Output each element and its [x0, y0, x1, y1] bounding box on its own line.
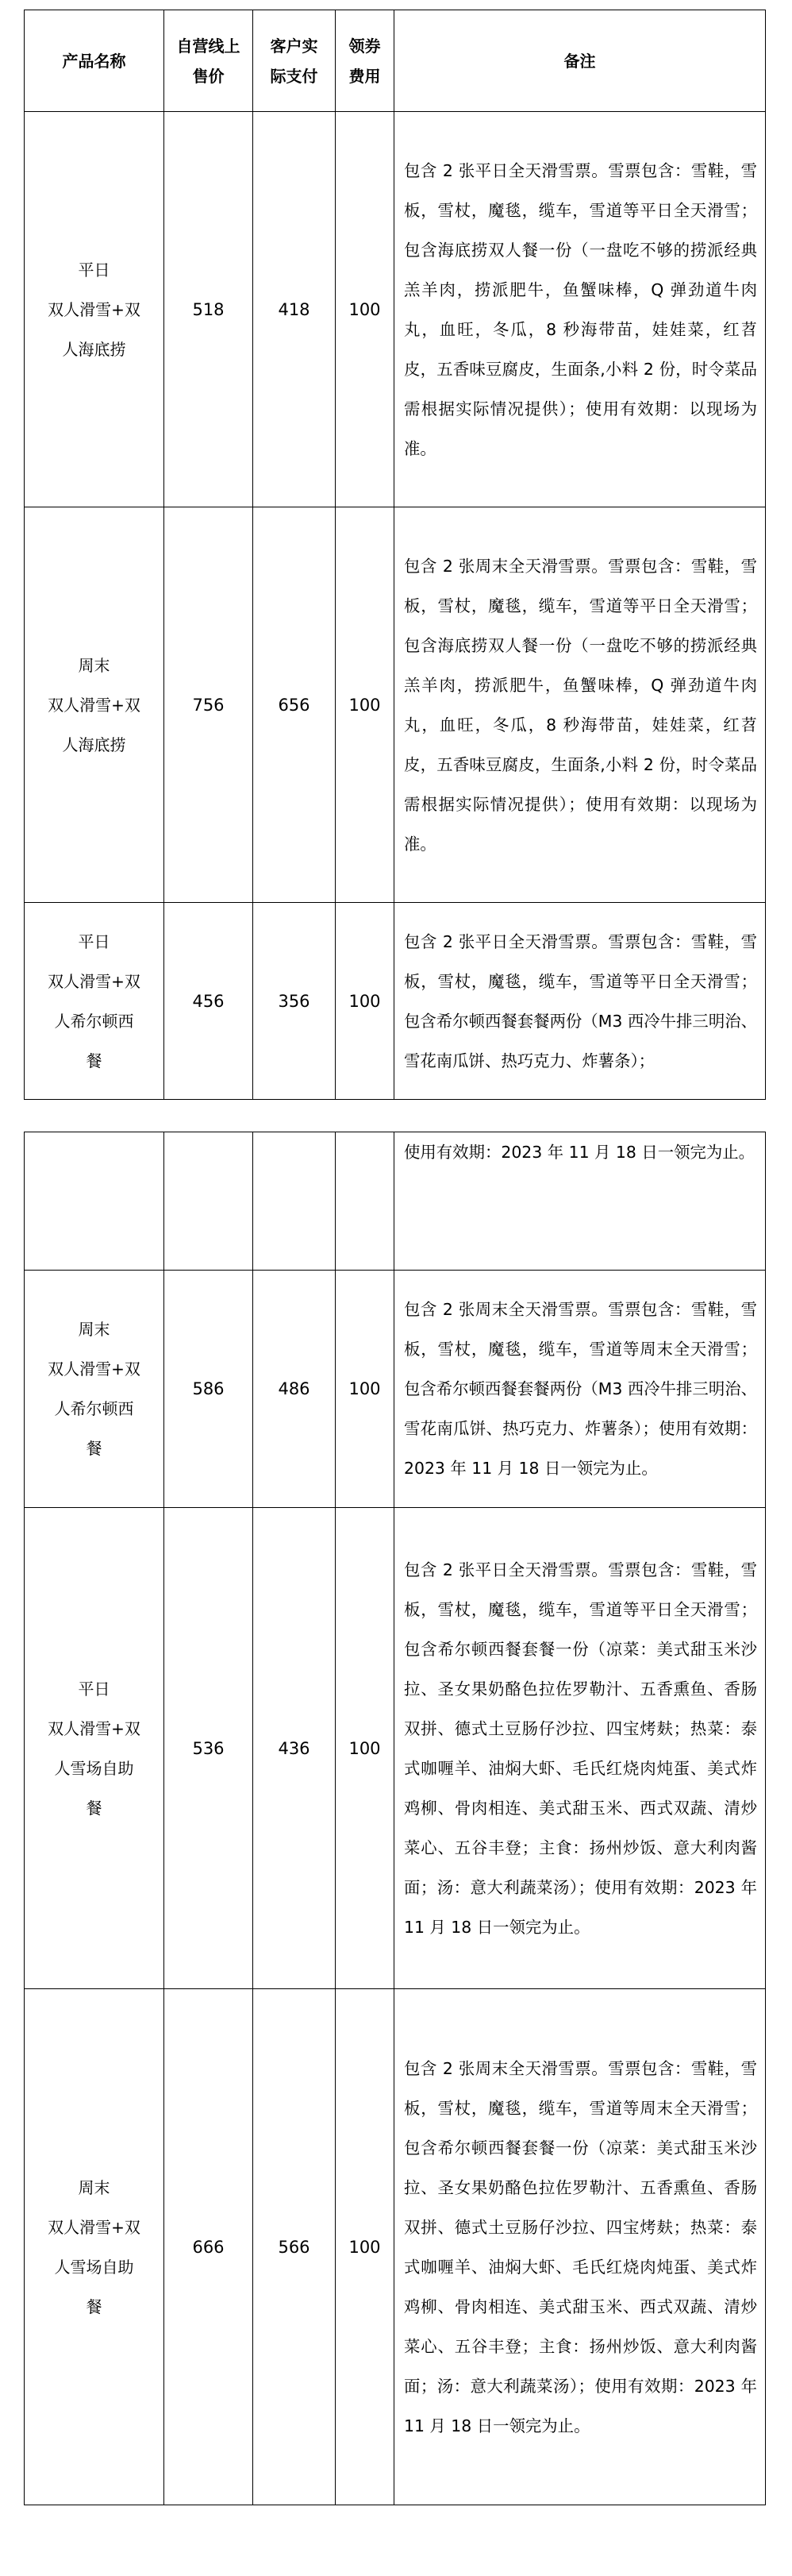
coupon-fee-cell: 100 [336, 112, 394, 507]
product-name-line: 平日 [78, 260, 110, 280]
product-name-line: 双人滑雪+双 [48, 1359, 140, 1379]
product-table-part1 [24, 10, 766, 1100]
header-note: 备注 [394, 10, 766, 112]
note-cell: 包含 2 张平日全天滑雪票。雪票包含：雪鞋，雪板，雪杖，魔毯，缆车，雪道等平日全天滑雪；包含希尔顿西餐套餐两份（M3 西冷牛排三明治、雪花南瓜饼、热巧克力、炸薯条）； [394, 903, 766, 1100]
coupon-fee-cell: 100 [336, 507, 394, 903]
product-name-line: 餐 [86, 1439, 102, 1458]
note-cell: 包含 2 张周末全天滑雪票。雪票包含：雪鞋，雪板，雪杖，魔毯，缆车，雪道等周末全天滑雪；包含希尔顿西餐套餐两份（M3 西冷牛排三明治、雪花南瓜饼、热巧克力、炸薯条）；使用有效期：2023 年 11 月 18 日一领完为止。 [394, 1271, 766, 1508]
product-name-line: 人雪场自助 [54, 1758, 134, 1778]
customer-pay-cell: 486 [253, 1271, 336, 1508]
product-name-line: 平日 [78, 931, 110, 951]
product-name-line: 周末 [78, 2177, 110, 2197]
header-product-name: 产品名称 [25, 10, 164, 112]
note-cell: 包含 2 张周末全天滑雪票。雪票包含：雪鞋，雪板，雪杖，魔毯，缆车，雪道等平日全天滑雪；包含海底捞双人餐一份（一盘吃不够的捞派经典羔羊肉，捞派肥牛，鱼蟹味棒，Q 弹劲道牛肉丸，血旺，冬瓜，8 秒海带苗，娃娃菜，红苕皮，五香味豆腐皮，生面条,小料 2 份，时令菜品需根据实际情况提供）；使用有效期：以现场为准。 [394, 507, 766, 903]
continuation-note-cell: 使用有效期：2023 年 11 月 18 日一领完为止。 [394, 1132, 766, 1271]
coupon-fee-cell: 100 [336, 1271, 394, 1508]
product-name-line: 双人滑雪+双 [48, 971, 140, 991]
online-price-cell: 666 [164, 1989, 253, 2505]
table-header-row [25, 10, 766, 112]
header-coupon-fee-line1: 领券 [348, 36, 381, 56]
online-price-cell: 518 [164, 112, 253, 507]
product-name-line: 人希尔顿西 [54, 1399, 134, 1418]
header-coupon-fee-line2: 费用 [348, 66, 381, 86]
customer-pay-cell: 356 [253, 903, 336, 1100]
empty-cell [336, 1132, 394, 1271]
note-cell: 包含 2 张平日全天滑雪票。雪票包含：雪鞋，雪板，雪杖，魔毯，缆车，雪道等平日全天滑雪；包含希尔顿西餐套餐一份（凉菜：美式甜玉米沙拉、圣女果奶酪色拉佐罗勒汁、五香熏鱼、香肠双拼、德式土豆肠仔沙拉、四宝烤麸；热菜：泰式咖喱羊、油焖大虾、毛氏红烧肉炖蛋、美式炸鸡柳、骨肉相连、美式甜玉米、西式双蔬、清炒菜心、五谷丰登；主食：扬州炒饭、意大利肉酱面；汤：意大利蔬菜汤）；使用有效期：2023 年 11 月 18 日一领完为止。 [394, 1508, 766, 1989]
product-name-line: 周末 [78, 655, 110, 675]
product-name-line: 餐 [86, 1051, 102, 1070]
online-price-cell: 536 [164, 1508, 253, 1989]
product-name-cell [25, 1271, 164, 1508]
header-online-price-line2: 售价 [192, 66, 225, 86]
header-customer-pay-line2: 际支付 [270, 66, 318, 86]
customer-pay-cell: 436 [253, 1508, 336, 1989]
product-name-line: 双人滑雪+双 [48, 695, 140, 715]
continuation-row [25, 1132, 766, 1271]
customer-pay-cell: 566 [253, 1989, 336, 2505]
table-row [25, 112, 766, 507]
header-customer-pay-line1: 客户实 [270, 36, 318, 56]
product-name-cell [25, 1508, 164, 1989]
table-row [25, 1989, 766, 2505]
coupon-fee-cell: 100 [336, 1508, 394, 1989]
header-online-price [164, 10, 253, 112]
online-price-cell: 756 [164, 507, 253, 903]
product-name-line: 平日 [78, 1679, 110, 1699]
product-name-line: 餐 [86, 1798, 102, 1818]
product-name-line: 人希尔顿西 [54, 1011, 134, 1031]
product-name-cell [25, 1989, 164, 2505]
table-row [25, 507, 766, 903]
empty-cell [253, 1132, 336, 1271]
coupon-fee-cell: 100 [336, 903, 394, 1100]
product-name-line: 餐 [86, 2296, 102, 2316]
empty-cell [25, 1132, 164, 1271]
online-price-cell: 456 [164, 903, 253, 1100]
product-name-line: 人海底捞 [62, 339, 126, 359]
table-row [25, 1508, 766, 1989]
table-row [25, 903, 766, 1100]
product-table-part2 [24, 1132, 766, 2505]
product-name-line: 人雪场自助 [54, 2257, 134, 2277]
product-name-cell [25, 903, 164, 1100]
product-name-line: 双人滑雪+双 [48, 299, 140, 319]
product-name-cell [25, 507, 164, 903]
customer-pay-cell: 418 [253, 112, 336, 507]
online-price-cell: 586 [164, 1271, 253, 1508]
customer-pay-cell: 656 [253, 507, 336, 903]
product-name-line: 人海底捞 [62, 735, 126, 754]
table-row [25, 1271, 766, 1508]
header-coupon-fee [336, 10, 394, 112]
header-customer-pay [253, 10, 336, 112]
note-cell: 包含 2 张平日全天滑雪票。雪票包含：雪鞋，雪板，雪杖，魔毯，缆车，雪道等平日全天滑雪；包含海底捞双人餐一份（一盘吃不够的捞派经典羔羊肉，捞派肥牛，鱼蟹味棒，Q 弹劲道牛肉丸，血旺，冬瓜，8 秒海带苗，娃娃菜，红苕皮，五香味豆腐皮，生面条,小料 2 份，时令菜品需根据实际情况提供）；使用有效期：以现场为准。 [394, 112, 766, 507]
note-cell: 包含 2 张周末全天滑雪票。雪票包含：雪鞋，雪板，雪杖，魔毯，缆车，雪道等周末全天滑雪；包含希尔顿西餐套餐一份（凉菜：美式甜玉米沙拉、圣女果奶酪色拉佐罗勒汁、五香熏鱼、香肠双拼、德式土豆肠仔沙拉、四宝烤麸；热菜：泰式咖喱羊、油焖大虾、毛氏红烧肉炖蛋、美式炸鸡柳、骨肉相连、美式甜玉米、西式双蔬、清炒菜心、五谷丰登；主食：扬州炒饭、意大利肉酱面；汤：意大利蔬菜汤）；使用有效期：2023 年 11 月 18 日一领完为止。 [394, 1989, 766, 2505]
product-name-line: 周末 [78, 1320, 110, 1339]
empty-cell [164, 1132, 253, 1271]
product-name-cell [25, 112, 164, 507]
product-name-line: 双人滑雪+双 [48, 1718, 140, 1738]
coupon-fee-cell: 100 [336, 1989, 394, 2505]
product-name-line: 双人滑雪+双 [48, 2217, 140, 2237]
header-online-price-line1: 自营线上 [176, 36, 240, 56]
